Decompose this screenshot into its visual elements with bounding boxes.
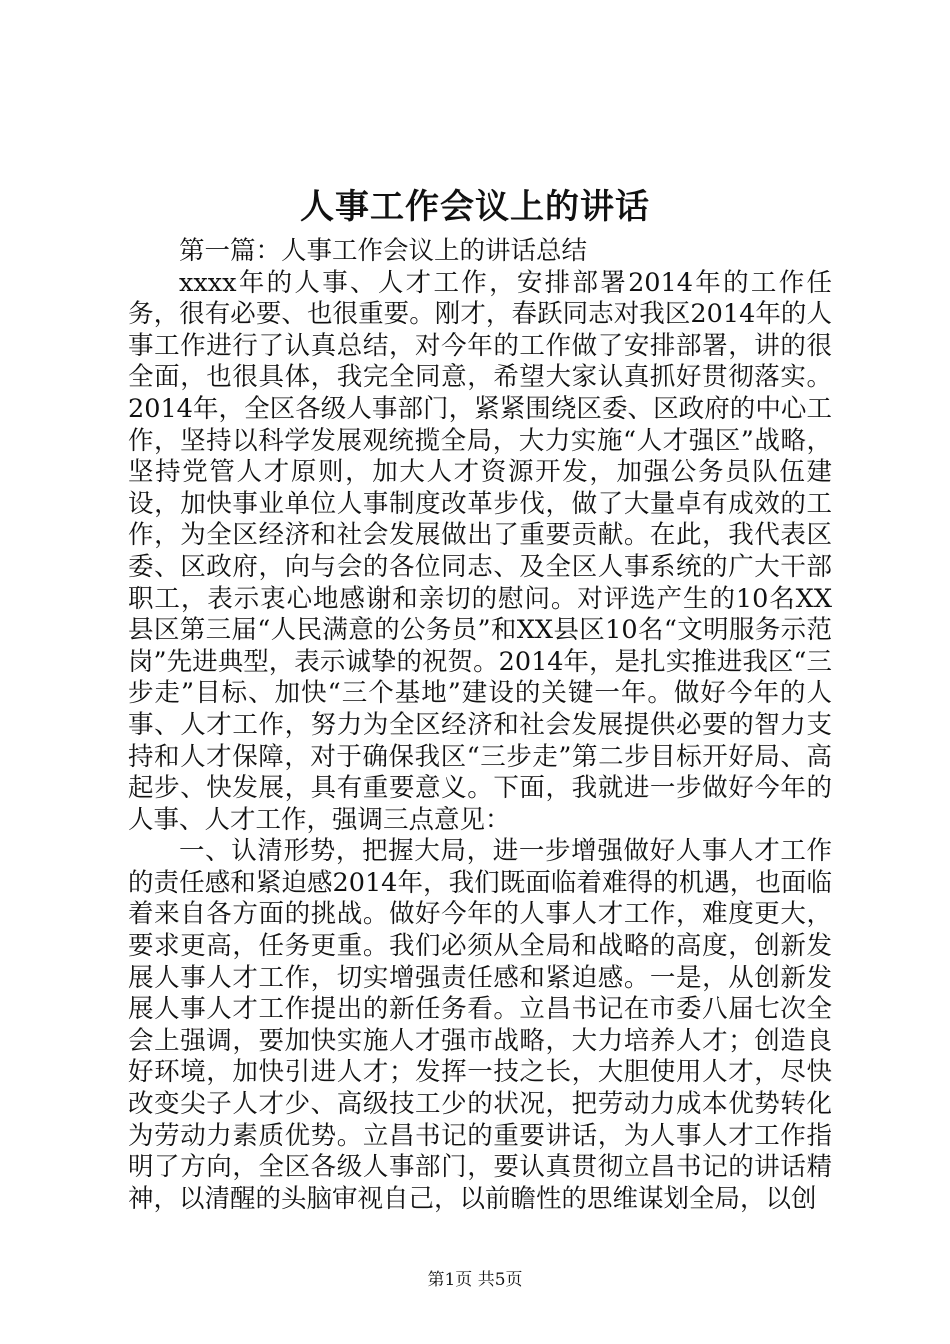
page-footer: 第1页 共5页 [427, 1270, 523, 1290]
body-paragraph: 一、认清形势，把握大局，进一步增强做好人事人才工作的责任感和紧迫感2014年，我们既面临着难得的机遇，也面临着来自各方面的挑战。做好今年的人事人才工作，难度更大，要求更高，任务更重。我们必须从全局和战略的高度，创新发展人事人才工作，切实增强责任感和紧迫感。一是，从创新发展人事人才工作提出的新任务看。立昌书记在市委八届七次全会上强调，要加快实施人才强市战略，大力培养人才；创造良好环境，加快引进人才；发挥一技之长，大胆使用人才，尽快改变尖子人才少、高级技工少的状况，把劳动力成本优势转化为劳动力素质优势。立昌书记的重要讲话，为人事人才工作指明了方向，全区各级人事部门，要认真贯彻立昌书记的讲话精神，以清醒的头脑审视自己，以前瞻性的思维谋划全局，以创 [128, 836, 832, 1214]
document-title: 人事工作会议上的讲话 [300, 187, 650, 227]
body-paragraph: xxxx年的人事、人才工作，安排部署2014年的工作任务，很有必要、也很重要。刚才，春跃同志对我区2014年的人事工作进行了认真总结，对今年的工作做了安排部署，讲的很全面，也很具体，我完全同意，希望大家认真抓好贯彻落实。2014年，全区各级人事部门，紧紧围绕区委、区政府的中心工作，坚持以科学发展观统揽全局，大力实施“人才强区”战略，坚持党管人才原则，加大人才资源开发，加强公务员队伍建设，加快事业单位人事制度改革步伐，做了大量卓有成效的工作，为全区经济和社会发展做出了重要贡献。在此，我代表区委、区政府，向与会的各位同志、及全区人事系统的广大干部职工，表示衷心地感谢和亲切的慰问。对评选产生的10名XX县区第三届“人民满意的公务员”和XX县区10名“文明服务示范岗”先进典型，表示诚挚的祝贺。2014年，是扎实推进我区“三步走”目标、加快“三个基地”建设的关键一年。做好今年的人事、人才工作，努力为全区经济和社会发展提供必要的智力支持和人才保障，对于确保我区“三步走”第二步目标开好局、高起步、快发展，具有重要意义。下面，我就进一步做好今年的人事、人才工作，强调三点意见： [128, 267, 832, 835]
document-body [128, 236, 832, 1215]
section-heading: 第一篇：人事工作会议上的讲话总结 [179, 236, 588, 266]
